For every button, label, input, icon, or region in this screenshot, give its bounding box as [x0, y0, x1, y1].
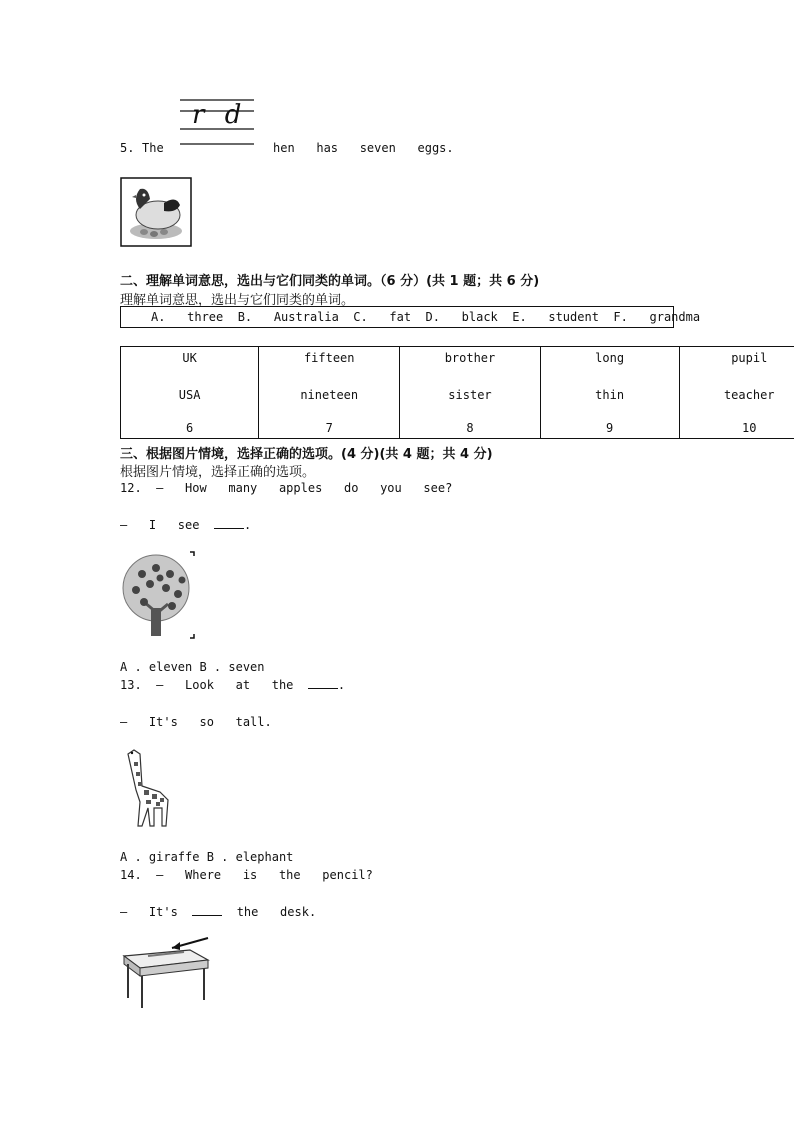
q13-answer: — It's so tall.: [120, 715, 272, 729]
q12-answer: — I see .: [120, 518, 252, 532]
category-table: [120, 346, 794, 439]
giraffe-picture: [120, 746, 176, 830]
q5-word-before: The: [142, 141, 164, 155]
hen-picture: [120, 177, 192, 247]
section3-instruction: 根据图片情境，选择正确的选项。: [120, 465, 316, 480]
section3-heading: 三、根据图片情境，选择正确的选项。(4 分)(共 4 题；共 4 分): [120, 447, 493, 462]
answer-blank: [192, 905, 222, 916]
table-cell: fifteen nineteen 7: [259, 347, 400, 439]
table-cell: UK USA 6: [121, 347, 259, 439]
table-cell: pupil teacher 10: [679, 347, 794, 439]
table-cell: brother sister 8: [400, 347, 540, 439]
answer-blank: [308, 678, 338, 689]
q14-answer: — It's the desk.: [120, 905, 317, 919]
q14-question: 14. — Where is the pencil?: [120, 868, 373, 882]
q13-question: 13. — Look at the .: [120, 678, 346, 692]
table-cell: long thin 9: [540, 347, 679, 439]
apple-tree-picture: [120, 550, 196, 640]
desk-picture: [120, 934, 212, 1010]
q12-choices: A . eleven B . seven: [120, 660, 265, 674]
options-box: [120, 306, 701, 328]
q12-question: 12. — How many apples do you see?: [120, 481, 453, 495]
q5-number: 5.: [120, 141, 135, 155]
handwritten-answer: r d: [192, 100, 248, 130]
section2-instruction: 理解单词意思，选出与它们同类的单词。: [120, 293, 355, 308]
q5-text-after: hen has seven eggs.: [273, 141, 454, 155]
options-text: A. three B. Australia C. fat D. black E. student F. grandma: [151, 310, 701, 324]
section2-heading: 二、理解单词意思，选出与它们同类的单词。（6 分）(共 1 题；共 6 分): [120, 274, 540, 289]
q13-choices: A . giraffe B . elephant: [120, 850, 294, 864]
answer-blank: [214, 518, 244, 529]
